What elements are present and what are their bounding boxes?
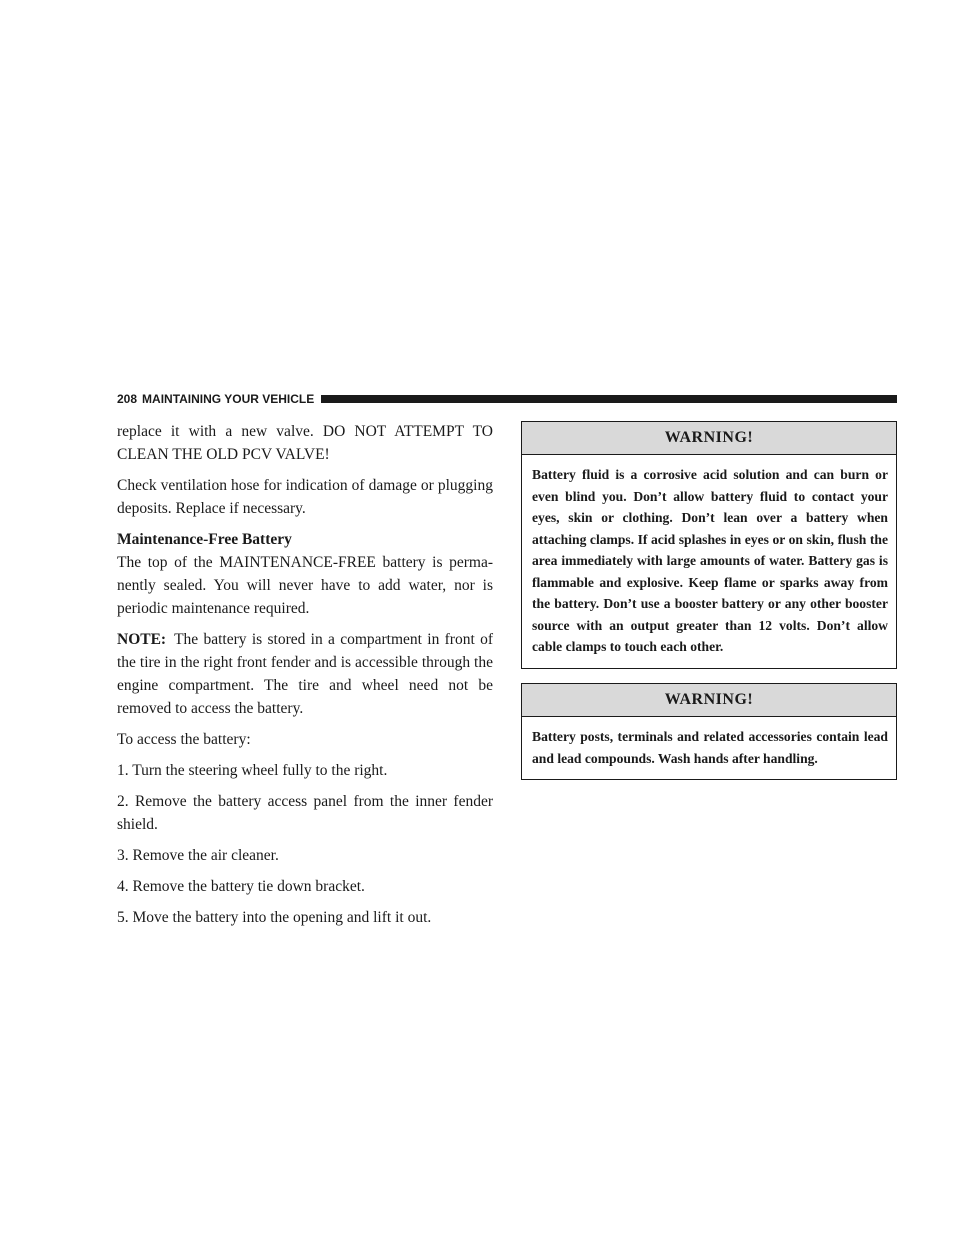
warning-text: Battery fluid is a corrosive acid solution and can burn or even blind you. Don’t allow battery fluid to contact your eyes, skin or clothing. Don’t lean over a battery when attaching clamps. If acid splashes in eyes or on skin, flush the area immediately with large amounts of water. Battery gas is flammable and explosive. Keep flame or sparks away from the battery. Don’t use a booster battery or any other booster source with an output greater than 12 volts. Don’t allow cable clamps to touch each other. [532, 467, 888, 654]
step-item: 5. Move the battery into the opening and lift it out. [117, 909, 432, 926]
subheading-maintenance-free-battery: Maintenance-Free Battery [117, 531, 292, 548]
paragraph-ventilation-hose: Check ventilation hose for indication of damage or plugging deposits. Replace if necessary. [117, 477, 493, 517]
warning-title: WARNING! [522, 422, 896, 455]
page-number: 208 [117, 392, 138, 406]
note-text: The battery is stored in a compartment in front of the tire in the right front fender and is accessible through the engine compartment. The tire and wheel need not be removed to access the battery. [117, 631, 493, 717]
note-paragraph [117, 628, 493, 720]
step-item: 2. Remove the battery access panel from the inner fender shield. [117, 793, 493, 833]
warning-title: WARNING! [522, 684, 896, 717]
step-item: 3. Remove the air cleaner. [117, 847, 279, 864]
paragraph-battery-sealed: The top of the MAINTENANCE-FREE battery is permanently sealed. You will never have to add water, nor is periodic maintenance required. [117, 554, 493, 617]
header-rule [321, 395, 897, 403]
warning-text: Battery posts, terminals and related accessories contain lead and lead compounds. Wash hands after handling. [532, 729, 888, 766]
left-column [117, 420, 493, 937]
section-title: MAINTAINING YOUR VEHICLE [142, 392, 315, 406]
warning-box-battery-lead [521, 683, 897, 780]
page-header [117, 390, 897, 408]
paragraph-pcv-valve: replace it with a new valve. DO NOT ATTEMPT TO CLEAN THE OLD PCV VALVE! [117, 423, 493, 463]
warning-box-battery-fluid [521, 421, 897, 669]
step-item: 4. Remove the battery tie down bracket. [117, 878, 365, 895]
access-intro: To access the battery: [117, 731, 251, 748]
note-label: NOTE: [117, 631, 167, 648]
step-item: 1. Turn the steering wheel fully to the right. [117, 762, 388, 779]
